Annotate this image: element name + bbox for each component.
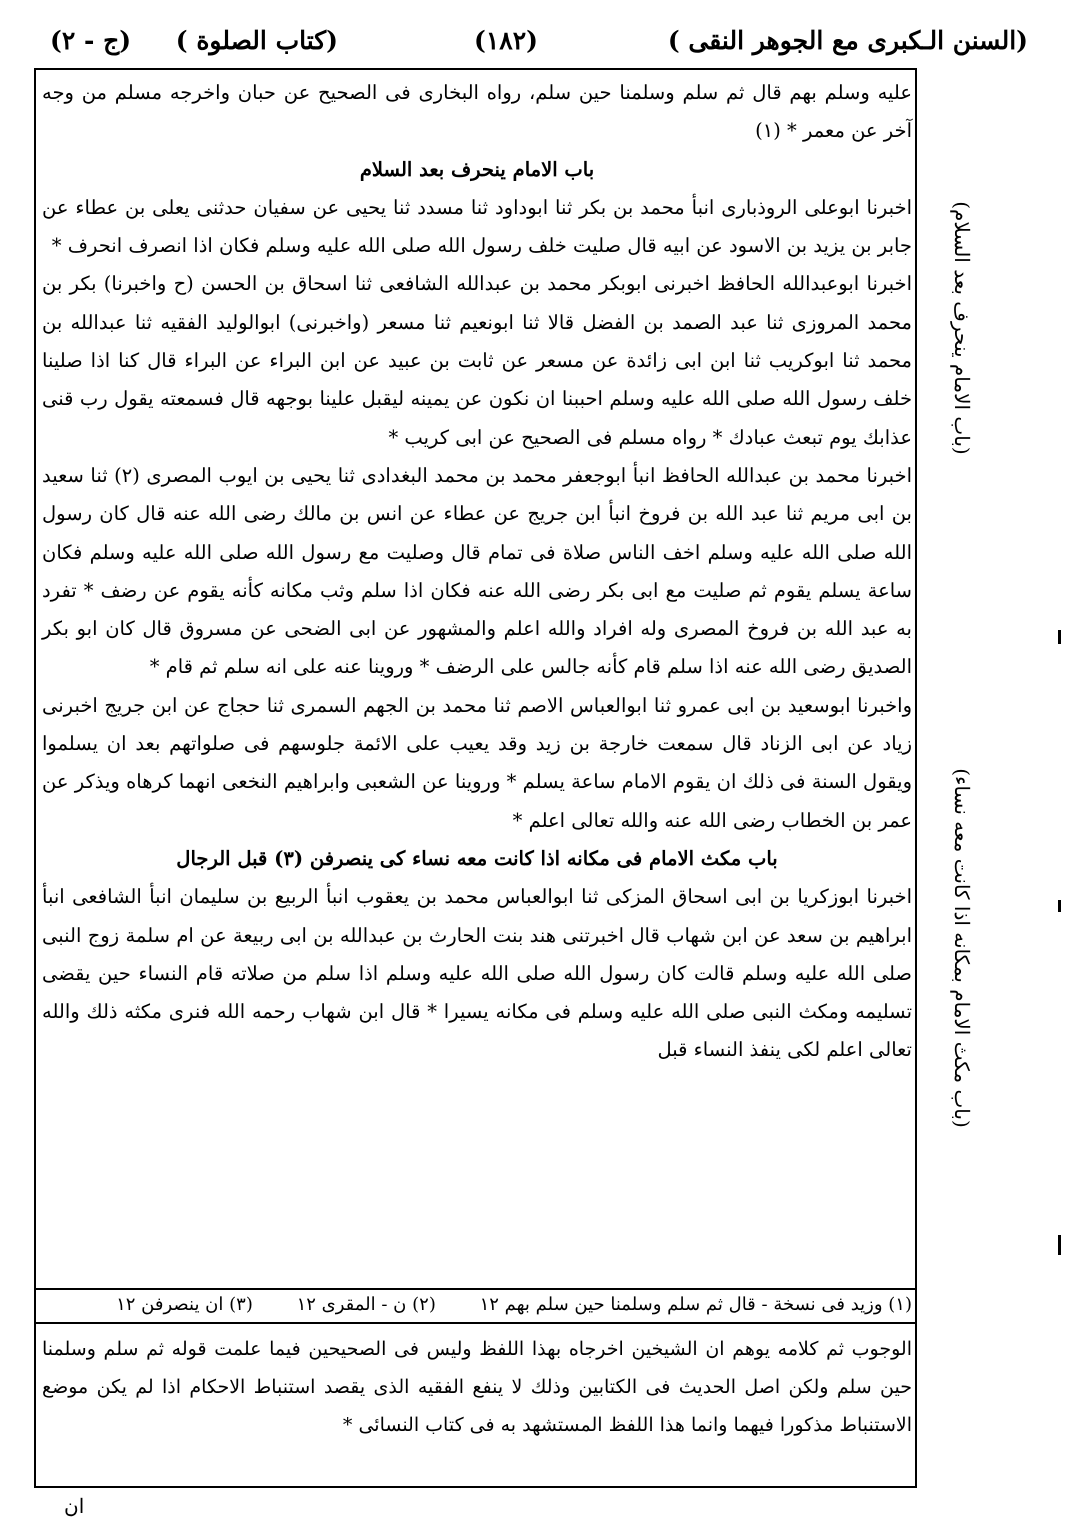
book-title: (السنن الـكبرى مع الجوهر النقى ) (667, 26, 1028, 55)
running-header (40, 22, 1028, 66)
paragraph: اخبرنا ابوعلى الروذبارى انبأ محمد بن بكر ثنا ابوداود ثنا مسدد ثنا يحيى عن سفيان حدثنى يعلى بن عطاء عن جابر بن يزيد بن الاسود عن ابيه قال صليت خلف رسول الله صلى الله عليه وسلم فكان اذا انصرف انحرف * (42, 195, 912, 258)
chapter-heading: باب الامام ينحرف بعد السلام (359, 157, 595, 181)
commentary-divider (36, 1322, 915, 1324)
scan-edge-mark (1058, 1235, 1061, 1255)
chapter-heading: باب مكث الامام فى مكانه اذا كانت معه نساء كى ينصرفن (٣) قبل الرجال (176, 846, 778, 870)
main-text (42, 74, 912, 1288)
footnote: (١) وزيد فى نسخة - قال ثم سلم وسلمنا حين سلم بهم ١٢ (479, 1294, 912, 1315)
paragraph: اخبرنا محمد بن عبدالله الحافظ انبأ ابوجعفر محمد بن محمد البغدادى ثنا يحيى بن ايوب المصرى (٢) ثنا سعيد بن ابى مريم ثنا عبد الله بن فروخ انبأ ابن جريج عن عطاء عن انس بن مالك رضى الله عنه قال كان رسول الله صلى الله عليه وسلم اخف الناس صلاة فى تمام قال وصليت مع رسول الله صلى الله عليه وسلم فكان ساعة يسلم يقوم ثم صليت مع ابى بكر رضى الله عنه فكان اذا سلم وثب مكانه كأنه يقوم عن رضف * تفرد به عبد الله بن فروخ المصرى وله افراد والله اعلم والمشهور عن ابى الضحى عن مسروق قال كان ابو بكر الصديق رضى الله عنه اذا سلم قام كأنه جالس على الرضف * وروينا عنه على انه سلم ثم قام * (42, 463, 912, 679)
footnote: (٣) ان ينصرفن ١٢ (116, 1294, 253, 1315)
footnotes (42, 1290, 912, 1320)
scan-edge-mark (1058, 900, 1061, 912)
paragraph: اخبرنا ابوزكريا بن ابى اسحاق المزكى ثنا ابوالعباس محمد بن يعقوب انبأ الربيع بن سليمان انبأ الشافعى انبأ ابراهيم بن سعد عن ابن شهاب قال اخبرتنى هند بنت الحارث بن عبدالله بن ابى ربيعة عن ام سلمة زوج النبى صلى الله عليه وسلم قالت كان رسول الله صلى الله عليه وسلم اذا سلم من صلاته قام النساء حين يقضى تسليمه ومكث النبى صلى الله عليه وسلم فى مكانه يسيرا * قال ابن شهاب رحمه الله فنرى مكثه ذلك والله تعالى اعلم لكى ينفذ النساء قبل (42, 885, 912, 1062)
paragraph: واخبرنا ابوسعيد بن ابى عمرو ثنا ابوالعباس الاصم ثنا محمد بن الجهم السمرى ثنا حجاج عن ابن جريج اخبرنى زياد عن ابى الزناد قال سمعت خارجة بن زيد وقد يعيب على الائمة جلوسهم فى صلواتهم بعد ان يسلموا ويقول السنة فى ذلك ان يقوم الامام ساعة يسلم * وروينا عن الشعبى وابراهيم النخعى انهما كرهاه ويذكر عن عمر بن الخطاب رضى الله عنه والله تعالى اعلم * (42, 693, 912, 832)
volume-label: (ج - ٢) (50, 26, 132, 55)
paragraph: عليه وسلم بهم قال ثم سلم وسلمنا حين سلم، رواه البخارى فى الصحيح عن حبان واخرجه مسلم من وجه آخر عن معمر * (١) (42, 81, 912, 143)
page-number: (١٨٢) (474, 26, 538, 55)
commentary-text: الوجوب ثم كلامه يوهم ان الشيخين اخرجاه بهذا اللفظ وليس فى الصحيحين فيما علمت قوله ثم سلم وسلمنا حين سلم ولكن اصل الحديث فى الكتابين وذلك لا ينفع الفقيه الذى يقصد استنباط الاحكام اذا لم يكن موضع الاستنباط مذكورا فيهما وانما هذا اللفظ المستشهد به فى كتاب النسائى * (42, 1338, 912, 1436)
catchword: ان (64, 1494, 85, 1518)
footnote: (٢) ن - المقرى ١٢ (296, 1294, 436, 1315)
margin-note: (باب مكث الامام بمكانه اذا كانت معه نساء) (950, 768, 974, 1128)
margin-note: (باب الامام ينحرف بعد السلام) (950, 201, 974, 455)
paragraph: اخبرنا ابوعبدالله الحافظ اخبرنى ابوبكر محمد بن عبدالله الشافعى ثنا اسحاق بن الحسن (ح واخبرنا) بكر بن محمد المروزى ثنا عبد الصمد بن الفضل قالا ثنا ابونعيم ثنا مسعر (واخبرنى) ابوالوليد الفقيه ثنا عبدالله بن محمد ثنا ابوكريب ثنا ابن ابى زائدة عن مسعر عن ثابت بن عبيد عن ابن البراء عن البراء قال كنا اذا صلينا خلف رسول الله صلى الله عليه وسلم احببنا ان نكون عن يمينه ليقبل علينا بوجهه قال فسمعته يقول رب قنى عذابك يوم تبعث عبادك * رواه مسلم فى الصحيح عن ابى كريب * (42, 272, 912, 449)
section-title: (كتاب الصلوة ) (175, 26, 338, 55)
scan-edge-mark (1058, 630, 1061, 644)
